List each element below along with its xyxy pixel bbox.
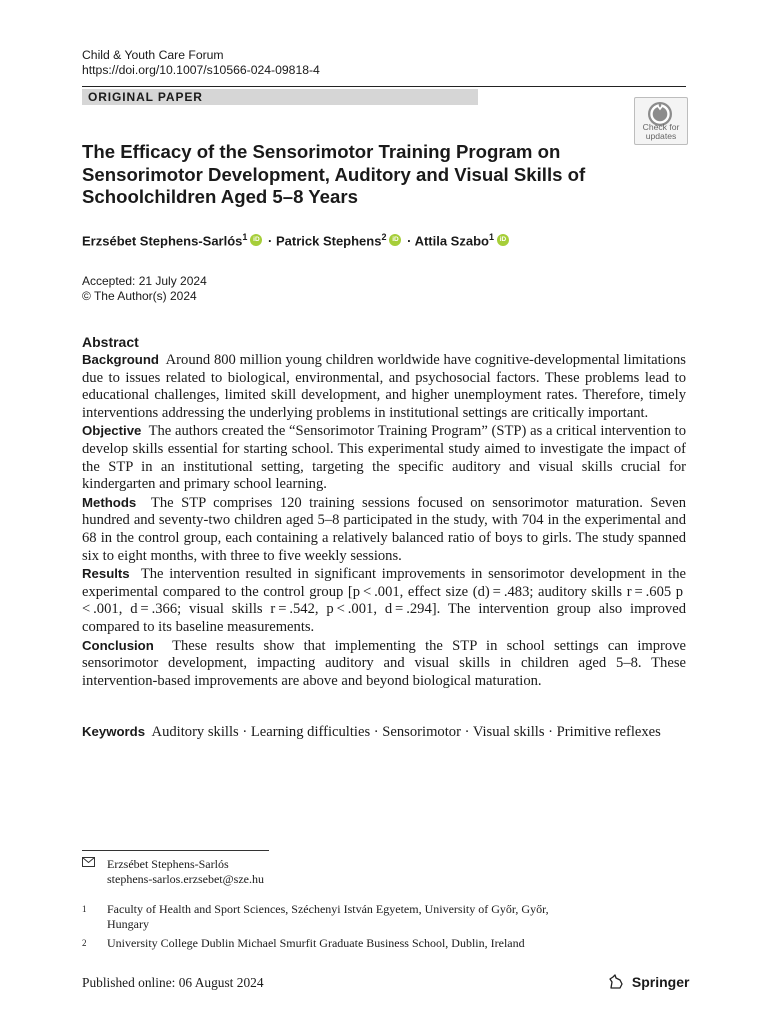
- affiliation-text: University College Dublin Michael Smurfit Graduate Business School, Dublin, Ireland: [107, 936, 525, 950]
- section-label: Results: [82, 566, 130, 582]
- affiliation-mark: 2: [82, 938, 87, 948]
- article-type: ORIGINAL PAPER: [88, 90, 203, 104]
- affiliation-text: Hungary: [107, 917, 149, 931]
- abstract-background: [82, 351, 686, 422]
- abstract-conclusion: [82, 637, 686, 691]
- keywords-text: Auditory skills · Learning difficulties · Sensorimotor · Visual skills · Primitive reflexes: [151, 724, 661, 740]
- doi-link[interactable]: https://doi.org/10.1007/s10566-024-09818-4: [82, 63, 320, 77]
- section-text: The intervention resulted in significant improvements in sensorimotor development in the experimental compared to the control group [p < .001, effect size (d) = .483; auditory skills r = .605 p < .001, d = .366; visual skills r = .542, p < .001, d = .294]. The intervention group also improved compared to its baseline measurements.: [82, 566, 686, 635]
- springer-horse-icon: [608, 974, 632, 990]
- abstract-objective: [82, 422, 686, 493]
- author-affiliation-mark: 1: [242, 232, 248, 242]
- check-for-updates-badge[interactable]: [634, 97, 688, 145]
- author-affiliation-mark: 1: [488, 232, 494, 242]
- envelope-icon: [82, 857, 102, 872]
- publisher-logo[interactable]: [608, 974, 689, 990]
- section-text: The authors created the “Sensorimotor Training Program” (STP) as a critical intervention to develop skills essential for starting school. This experimental study aimed to investigate the impact of the STP in an institutional setting, targeting the specific auditory and visual skills crucial for kindergarten and primary school learning.: [82, 423, 686, 493]
- abstract-body: [82, 351, 686, 690]
- author-name[interactable]: Erzsébet Stephens-Sarlós: [82, 233, 243, 249]
- check-for-updates-line2: updates: [645, 131, 677, 141]
- published-online-date: Published online: 06 August 2024: [82, 975, 264, 990]
- author-affiliation-mark: 2: [381, 232, 387, 242]
- affiliation-text: Faculty of Health and Sport Sciences, Széchenyi István Egyetem, University of Győr, Győr,: [107, 902, 549, 916]
- journal-name: Child & Youth Care Forum: [82, 48, 224, 62]
- orcid-icon[interactable]: [389, 234, 401, 246]
- copyright-line: © The Author(s) 2024: [82, 289, 197, 303]
- keywords-label: Keywords: [82, 724, 146, 739]
- section-text: Around 800 million young children worldwide have cognitive-developmental limitations due to issues related to biological, environmental, and psychosocial factors. These problems lead to educational challenges, limited skill development, and higher unemployment rates. Therefore, timely interventions addressing the underlying problems in institutional settings are critically important.: [82, 352, 686, 421]
- author-list: Erzsébet Stephens-Sarlós$^1$iD · Patrick Stephens$^2$iD · Attila Szabo$^1$iD: [82, 232, 511, 248]
- section-label: Background: [82, 352, 159, 367]
- check-for-updates-line1: Check for: [642, 122, 680, 132]
- affiliation-mark: 1: [82, 904, 87, 914]
- section-label: Conclusion: [82, 637, 154, 653]
- orcid-icon[interactable]: [250, 234, 262, 246]
- accepted-date: Accepted: 21 July 2024: [82, 274, 207, 288]
- section-label: Methods: [82, 494, 137, 510]
- abstract-heading: Abstract: [82, 334, 139, 350]
- author-name[interactable]: Attila Szabo: [414, 233, 489, 249]
- section-label: Objective: [82, 423, 142, 439]
- footnote-rule: [82, 850, 269, 851]
- article-dates: [82, 274, 207, 304]
- corresponding-name: Erzsébet Stephens-Sarlós: [107, 857, 229, 871]
- section-text: The STP comprises 120 training sessions focused on sensorimotor maturation. Seven hundred and seventy-two children aged 5–8 participated in the study, with 704 in the experimental and 68 in the control group, each containing a relatively balanced ratio of boys to girls. The study spanned six to eight months, with three to five weekly sessions.: [82, 494, 686, 564]
- orcid-icon[interactable]: [497, 234, 509, 246]
- keywords-section: [82, 723, 686, 741]
- abstract-methods: [82, 494, 686, 565]
- journal-header: [82, 48, 320, 78]
- paper-title: The Efficacy of the Sensorimotor Training Program on Sensorimotor Development, Auditory and Visual Skills of Schoolchildren Aged 5–8 Years: [82, 141, 586, 207]
- article-type-bar: [82, 89, 478, 105]
- section-text: These results show that implementing the STP in school settings can improve sensorimotor development, impacting auditory and visual skills in children aged 5–8. These intervention-based improvements are above and beyond biological maturation.: [82, 637, 686, 689]
- header-rule: [82, 86, 686, 87]
- author-name[interactable]: Patrick Stephens: [275, 233, 382, 249]
- abstract-results: [82, 565, 686, 636]
- corresponding-email[interactable]: stephens-sarlos.erzsebet@sze.hu: [107, 872, 264, 886]
- publisher-name: Springer: [631, 974, 690, 990]
